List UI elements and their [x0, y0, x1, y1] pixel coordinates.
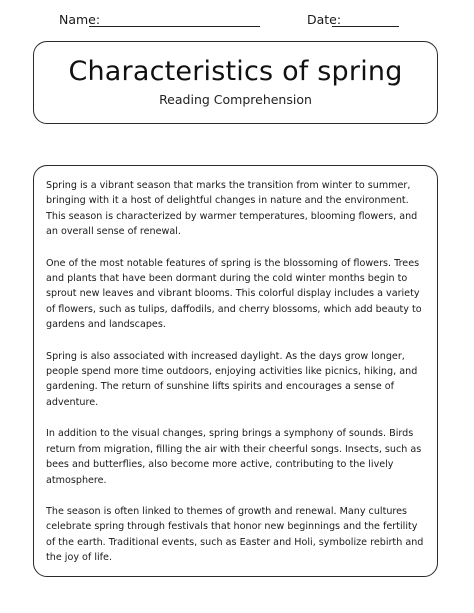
worksheet-header: [0, 12, 474, 30]
date-label: Date:: [307, 12, 342, 27]
reading-passage: [33, 165, 438, 577]
title-box: [33, 41, 438, 124]
date-blank-line[interactable]: [332, 26, 399, 27]
passage-paragraph: The season is often linked to themes of growth and renewal. Many cultures celebrate spring through festivals that honor new beginnings and the fertility of the earth. Traditional events, such as Easter and Holi, symbolize rebirth and the joy of life.: [46, 505, 424, 564]
page-title: Characteristics of spring: [68, 56, 403, 87]
name-label: Name:: [59, 12, 101, 27]
passage-paragraph: In addition to the visual changes, spring brings a symphony of sounds. Birds return from migration, filling the air with their cheerful songs. Insects, such as bees and butterflies, also become more active, contributing to the lively atmosphere.: [46, 428, 422, 486]
passage-paragraph: One of the most notable features of spring is the blossoming of flowers. Trees and plants that have been dormant during the cold winter months begin to sprout new leaves and vibrant blooms. This colorful display includes a variety of flowers, such as tulips, daffodils, and cherry blossoms, which add beauty to gardens and landscapes.: [46, 257, 422, 331]
name-blank-line[interactable]: [89, 26, 260, 27]
passage-paragraph: Spring is a vibrant season that marks the transition from winter to summer, bringing with it a host of delightful changes in nature and the environment. This season is characterized by warmer temperatures, blooming flowers, and an overall sense of renewal.: [46, 180, 418, 238]
passage-paragraph: Spring is also associated with increased daylight. As the days grow longer, people spend more time outdoors, enjoying activities like picnics, hiking, and gardening. The return of sunshine lifts spirits and encourages a sense of adventure.: [46, 350, 418, 408]
page-subtitle: Reading Comprehension: [159, 92, 312, 107]
